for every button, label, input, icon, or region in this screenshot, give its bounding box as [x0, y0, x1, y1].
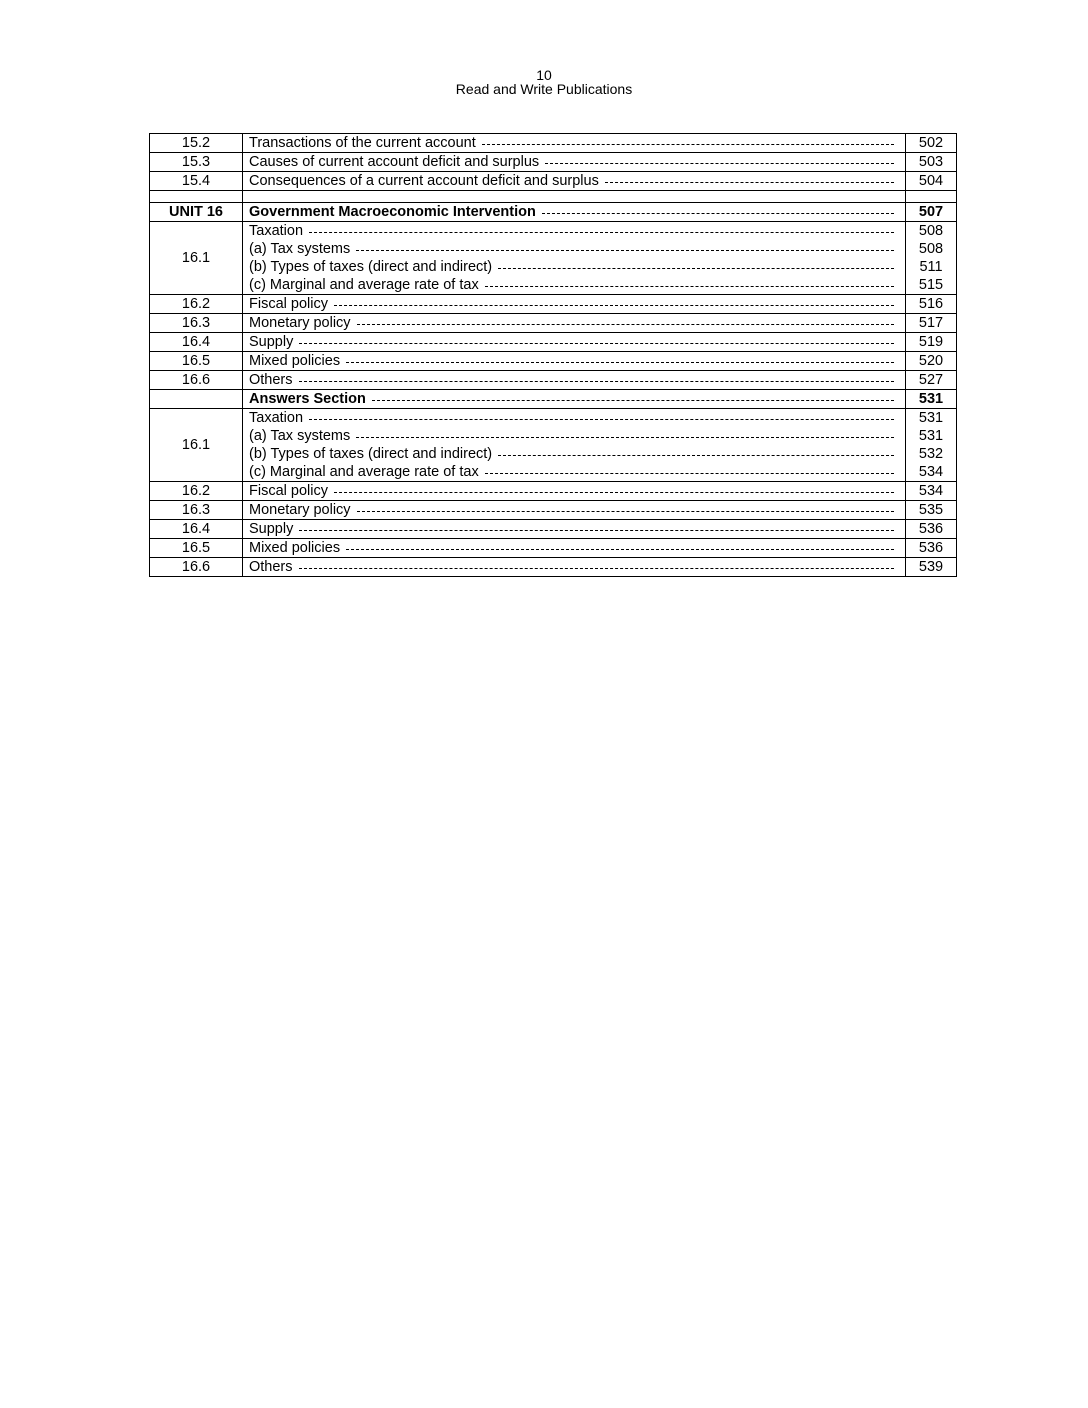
- page-ref: 504: [906, 172, 957, 191]
- answers-title: Answers Section: [249, 391, 366, 407]
- page-ref: 515: [918, 277, 944, 293]
- page-ref: 531: [918, 428, 944, 444]
- leader-line: [356, 250, 894, 251]
- page-ref: 508: [918, 241, 944, 257]
- page-ref: 517: [906, 314, 957, 333]
- section-title: Others: [249, 372, 293, 388]
- toc-row[interactable]: [150, 134, 957, 153]
- section-number: 16.5: [150, 539, 243, 558]
- leader-line: [356, 437, 894, 438]
- leader-line: [542, 213, 894, 214]
- page-number: 10: [536, 67, 552, 83]
- leader-line: [545, 163, 894, 164]
- leader-line: [357, 511, 894, 512]
- leader-line: [309, 232, 894, 233]
- page-ref: 520: [906, 352, 957, 371]
- section-number: 16.4: [150, 520, 243, 539]
- leader-line: [482, 144, 894, 145]
- page-ref: 527: [906, 371, 957, 390]
- page-ref: 502: [906, 134, 957, 153]
- leader-line: [485, 473, 894, 474]
- page-ref: 532: [918, 446, 944, 462]
- page-ref: 539: [906, 558, 957, 577]
- page-ref: 531: [918, 410, 944, 426]
- page-header: [0, 68, 1088, 96]
- page-ref: 519: [906, 333, 957, 352]
- section-number: 15.2: [150, 134, 243, 153]
- page-ref: 536: [906, 539, 957, 558]
- page-ref: 534: [906, 482, 957, 501]
- leader-line: [309, 419, 894, 420]
- section-number: 16.2: [150, 482, 243, 501]
- leader-line: [372, 400, 894, 401]
- section-title: Monetary policy: [249, 315, 351, 331]
- page-ref: 534: [918, 464, 944, 480]
- page-ref: 507: [906, 203, 957, 222]
- section-number: 15.4: [150, 172, 243, 191]
- section-number: 16.2: [150, 295, 243, 314]
- leader-line: [299, 381, 894, 382]
- leader-line: [498, 455, 894, 456]
- toc-row-multiline[interactable]: [150, 222, 957, 295]
- page-ref: 536: [906, 520, 957, 539]
- section-number: 16.4: [150, 333, 243, 352]
- toc-row[interactable]: [150, 172, 957, 191]
- page-ref: 508: [918, 223, 944, 239]
- section-number: 15.3: [150, 153, 243, 172]
- section-title: Fiscal policy: [249, 296, 328, 312]
- leader-line: [357, 324, 894, 325]
- unit-title: Government Macroeconomic Intervention: [249, 204, 536, 220]
- unit-number: UNIT 16: [150, 203, 243, 222]
- leader-line: [498, 268, 894, 269]
- section-title: Transactions of the current account: [249, 135, 476, 151]
- section-number: 16.3: [150, 314, 243, 333]
- subsection-title: (a) Tax systems: [249, 241, 351, 257]
- section-title: Supply: [249, 521, 294, 537]
- toc-row[interactable]: [150, 153, 957, 172]
- subsection-title: (b) Types of taxes (direct and indirect): [249, 259, 493, 275]
- leader-line: [299, 343, 894, 344]
- subsection-title: (a) Tax systems: [249, 428, 351, 444]
- page-ref: 535: [906, 501, 957, 520]
- section-title: Causes of current account deficit and surplus: [249, 154, 540, 170]
- toc-row[interactable]: [150, 558, 957, 577]
- section-title: Monetary policy: [249, 502, 351, 518]
- subsection-title: (c) Marginal and average rate of tax: [249, 464, 479, 480]
- leader-line: [346, 549, 894, 550]
- leader-line: [605, 182, 894, 183]
- toc-row[interactable]: [150, 371, 957, 390]
- leader-line: [334, 492, 894, 493]
- section-title: Consequences of a current account deficit and surplus: [249, 173, 599, 189]
- section-title: Others: [249, 559, 293, 575]
- toc-row[interactable]: [150, 501, 957, 520]
- empty-cell: [150, 390, 243, 409]
- section-number: 16.6: [150, 371, 243, 390]
- page-ref: 516: [906, 295, 957, 314]
- section-number: 16.1: [150, 222, 243, 295]
- section-number: 16.6: [150, 558, 243, 577]
- toc-row[interactable]: [150, 333, 957, 352]
- toc-row[interactable]: [150, 539, 957, 558]
- toc-row-multiline[interactable]: [150, 409, 957, 482]
- leader-line: [299, 568, 894, 569]
- section-title: Taxation: [249, 223, 304, 239]
- section-number: 16.1: [150, 409, 243, 482]
- section-number: 16.3: [150, 501, 243, 520]
- leader-line: [334, 305, 894, 306]
- publisher-name: Read and Write Publications: [455, 81, 633, 97]
- toc-row[interactable]: [150, 352, 957, 371]
- toc-row[interactable]: [150, 295, 957, 314]
- leader-line: [485, 286, 894, 287]
- page-ref: 503: [906, 153, 957, 172]
- leader-line: [346, 362, 894, 363]
- section-title: Taxation: [249, 410, 304, 426]
- page-ref: 531: [906, 390, 957, 409]
- section-title: Mixed policies: [249, 540, 341, 556]
- toc-row[interactable]: [150, 482, 957, 501]
- subsection-title: (b) Types of taxes (direct and indirect): [249, 446, 493, 462]
- toc-row[interactable]: [150, 314, 957, 333]
- spacer-row: [150, 191, 957, 203]
- answers-heading-row[interactable]: [150, 390, 957, 409]
- section-title: Supply: [249, 334, 294, 350]
- section-title: Fiscal policy: [249, 483, 328, 499]
- section-number: 16.5: [150, 352, 243, 371]
- unit-heading-row[interactable]: [150, 203, 957, 222]
- leader-line: [299, 530, 894, 531]
- section-title: Mixed policies: [249, 353, 341, 369]
- toc-row[interactable]: [150, 520, 957, 539]
- subsection-title: (c) Marginal and average rate of tax: [249, 277, 479, 293]
- table-of-contents: [149, 133, 957, 577]
- page-ref: 511: [919, 259, 943, 275]
